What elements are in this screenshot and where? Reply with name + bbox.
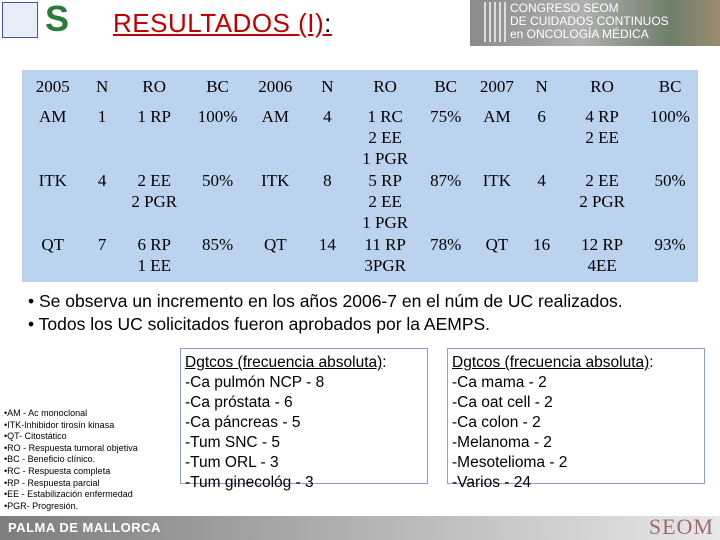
table-cell: 100% bbox=[650, 107, 690, 126]
header-cell: RO bbox=[590, 77, 614, 96]
box-item: -Varios - 24 bbox=[452, 474, 531, 491]
box-item: -Melanoma - 2 bbox=[452, 434, 552, 451]
table-cell: 50% bbox=[201, 171, 234, 190]
diagnosis-box-2007 bbox=[447, 348, 705, 491]
table-cell: 4 bbox=[323, 107, 332, 126]
hospital-logo-icon bbox=[2, 2, 38, 38]
legend-item: •PGR- Progresión. bbox=[4, 500, 79, 511]
header-cell: RO bbox=[142, 77, 167, 96]
table-cell: 93% bbox=[654, 235, 686, 254]
table-cell: 87% bbox=[430, 171, 462, 190]
bullet-item: • Se observa un incremento en los años 2006-7 en el núm de UC realizados. bbox=[28, 291, 623, 311]
table-cell: 1 bbox=[97, 107, 107, 126]
box-item: -Ca pulmón NCP - 8 bbox=[185, 374, 325, 391]
table-cell: 6 bbox=[537, 107, 546, 126]
header-cell: 2007 bbox=[479, 77, 514, 96]
table-cell: 7 bbox=[97, 235, 107, 254]
abbreviation-legend bbox=[4, 408, 174, 512]
table-cell: 1 RP bbox=[137, 107, 171, 126]
table-row bbox=[22, 170, 698, 233]
table-cell: 4 bbox=[97, 171, 107, 190]
table-cell: 50% bbox=[654, 171, 686, 190]
diagnosis-box-2006 bbox=[180, 348, 428, 491]
banner-stripes bbox=[484, 2, 506, 42]
table-cell: 1 RC 2 EE 1 PGR bbox=[362, 107, 409, 168]
header-logos bbox=[0, 0, 78, 40]
box-item: -Ca mama - 2 bbox=[452, 374, 547, 391]
table-cell: 2 EE 2 PGR bbox=[579, 171, 626, 211]
table-cell: ITK bbox=[482, 171, 512, 190]
legend-item: •QT- Citostático bbox=[4, 431, 67, 442]
legend-item: •BC - Beneficio clínico. bbox=[4, 454, 96, 465]
header-cell: N bbox=[321, 77, 334, 96]
banner-line-2: DE CUIDADOS CONTINUOS bbox=[510, 14, 669, 28]
table-cell: QT bbox=[485, 235, 509, 254]
table-cell: 4 RP 2 EE bbox=[585, 107, 619, 147]
box-title: Dgtcos (frecuencia absoluta): bbox=[452, 354, 654, 371]
table-cell: 85% bbox=[201, 235, 234, 254]
page-title: RESULTADOS (I): bbox=[113, 8, 332, 38]
header-cell: BC bbox=[206, 77, 229, 96]
table-row bbox=[22, 106, 698, 169]
box-item: -Mesotelioma - 2 bbox=[452, 454, 568, 471]
header-cell: N bbox=[95, 77, 109, 96]
table-cell: AM bbox=[261, 107, 289, 126]
table-cell: AM bbox=[39, 107, 67, 126]
results-table bbox=[22, 70, 698, 282]
seom-logo: SEOM bbox=[648, 514, 714, 539]
box-item: -Ca próstata - 6 bbox=[185, 394, 293, 411]
box-item: -Tum ginecológ - 3 bbox=[185, 474, 314, 491]
banner-text bbox=[510, 2, 669, 41]
table-cell: 6 RP 1 EE bbox=[137, 235, 171, 275]
s-logo-icon: S bbox=[44, 0, 69, 39]
header-cell: RO bbox=[373, 77, 397, 96]
box-item: -Tum SNC - 5 bbox=[185, 434, 281, 451]
table-cell: 78% bbox=[430, 235, 462, 254]
box-title: Dgtcos (frecuencia absoluta): bbox=[185, 354, 387, 371]
box-item: -Ca oat cell - 2 bbox=[452, 394, 553, 411]
banner-line-1: CONGRESO SEOM bbox=[510, 1, 619, 15]
header-cell: N bbox=[535, 77, 548, 96]
table-cell: 11 RP 3PGR bbox=[364, 235, 406, 275]
table-cell: QT bbox=[41, 235, 65, 254]
bullet-item: • Todos los UC solicitados fueron aprobados por la AEMPS. bbox=[28, 314, 491, 334]
box-item: -Ca colon - 2 bbox=[452, 414, 541, 431]
footer-bar bbox=[0, 516, 720, 540]
legend-item: •AM - Ac monoclonal bbox=[4, 408, 88, 418]
table-cell: 14 bbox=[318, 235, 336, 254]
table-cell: 2 EE 2 PGR bbox=[131, 171, 178, 211]
table-cell: ITK bbox=[38, 171, 67, 190]
legend-item: •ITK-Inhibidor tirosín kinasa bbox=[4, 419, 115, 430]
table-cell: 5 RP 2 EE 1 PGR bbox=[362, 171, 409, 232]
table-cell: 8 bbox=[323, 171, 332, 190]
table-cell: 16 bbox=[533, 235, 551, 254]
legend-item: •EE - Estabilización enfermedad bbox=[4, 489, 133, 500]
box-item: -Ca páncreas - 5 bbox=[185, 414, 301, 431]
legend-item: •RP - Respuesta parcial bbox=[4, 477, 100, 488]
header-cell: 2006 bbox=[258, 77, 293, 96]
footer-location: PALMA DE MALLORCA bbox=[8, 520, 161, 535]
table-cell: AM bbox=[483, 107, 511, 126]
table-cell: QT bbox=[263, 235, 287, 254]
table-cell: 12 RP 4EE bbox=[581, 235, 624, 275]
table-cell: 4 bbox=[537, 171, 546, 190]
table-cell: ITK bbox=[261, 171, 290, 190]
table-cell: 75% bbox=[430, 107, 462, 126]
table-cell: 100% bbox=[197, 107, 238, 126]
summary-bullets bbox=[28, 290, 718, 336]
table-header-row bbox=[22, 76, 698, 97]
box-item: -Tum ORL - 3 bbox=[185, 454, 279, 471]
header-cell: 2005 bbox=[35, 77, 70, 96]
banner-line-3: en ONCOLOGÍA MÉDICA bbox=[510, 27, 649, 41]
header-cell: BC bbox=[434, 77, 458, 96]
legend-item: •RO - Respuesta tumoral objetiva bbox=[4, 442, 138, 453]
legend-item: •RC - Respuesta completa bbox=[4, 465, 111, 476]
table-row bbox=[22, 234, 698, 276]
header-cell: BC bbox=[658, 77, 682, 96]
